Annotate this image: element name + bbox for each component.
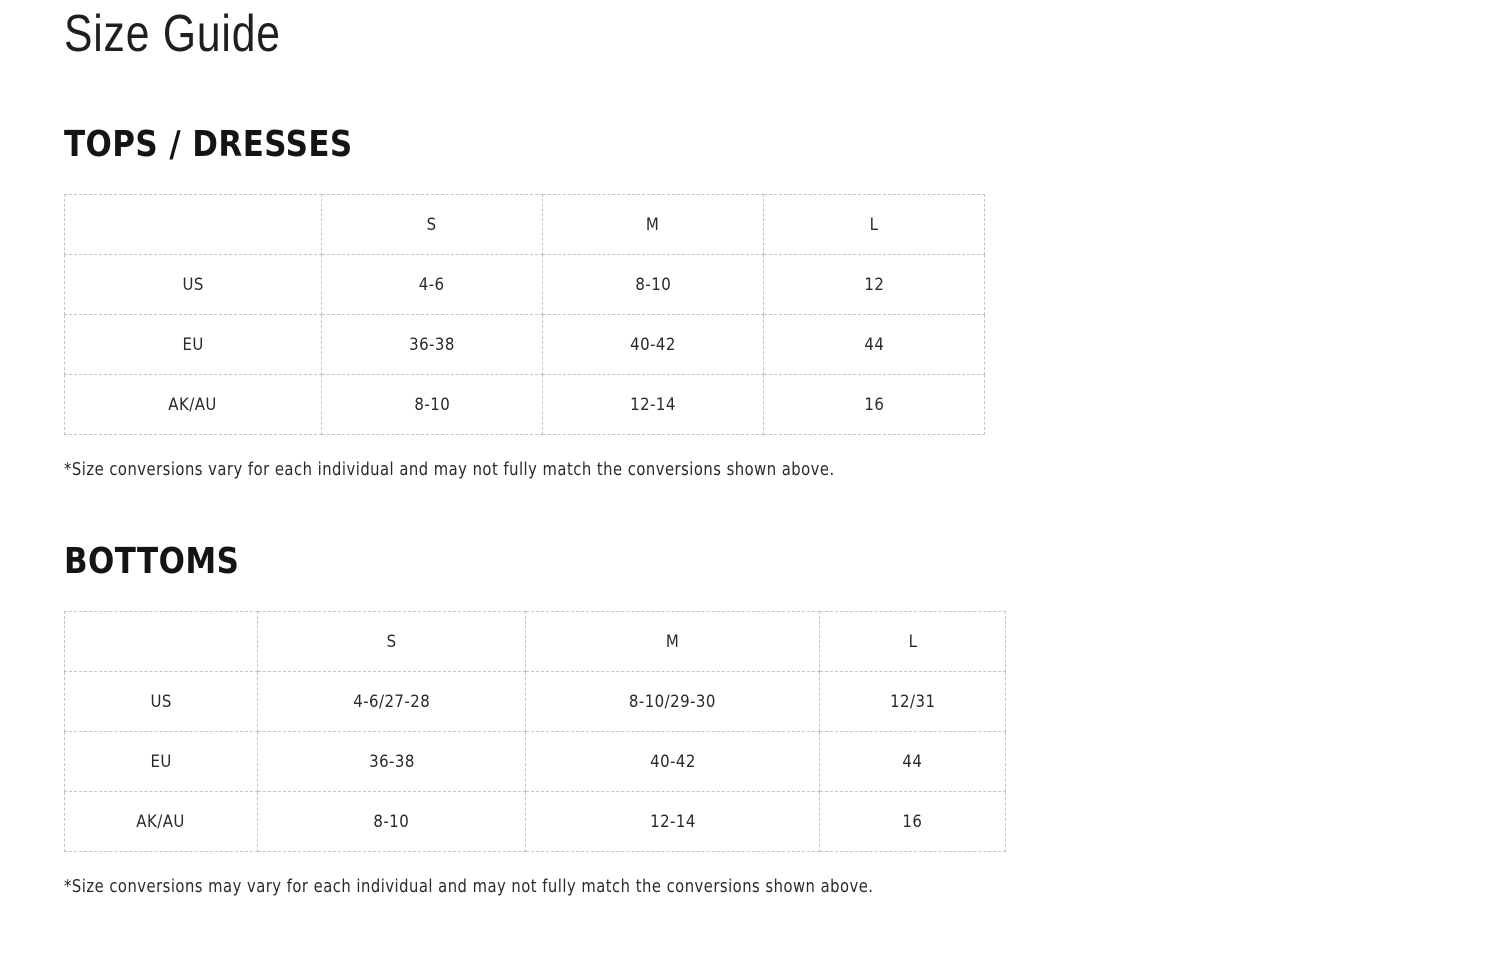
table-header-cell <box>65 612 258 672</box>
region-label-cell: AK/AU <box>65 375 322 435</box>
bottoms-size-note: *Size conversions may vary for each individual and may not fully match the conversions shown above. <box>64 876 874 897</box>
region-label-cell: AK/AU <box>65 792 258 852</box>
table-cell: 44 <box>820 732 1006 792</box>
bottoms-size-table <box>64 611 1006 852</box>
table-header-row <box>65 195 985 255</box>
bottoms-heading: BOTTOMS <box>64 541 240 582</box>
table-cell: 40-42 <box>543 315 764 375</box>
region-label-cell: US <box>65 255 322 315</box>
table-row <box>65 792 1006 852</box>
table-cell: 4-6 <box>322 255 543 315</box>
table-cell: 12 <box>764 255 985 315</box>
table-cell: 8-10 <box>543 255 764 315</box>
tops-size-note: *Size conversions vary for each individual and may not fully match the conversions shown above. <box>64 459 835 480</box>
table-header-cell: M <box>543 195 764 255</box>
table-header-cell: L <box>820 612 1006 672</box>
table-cell: 12/31 <box>820 672 1006 732</box>
table-header-row <box>65 612 1006 672</box>
table-cell: 8-10 <box>258 792 526 852</box>
table-row <box>65 255 985 315</box>
table-cell: 40-42 <box>526 732 820 792</box>
table-row <box>65 315 985 375</box>
table-row <box>65 732 1006 792</box>
table-cell: 12-14 <box>526 792 820 852</box>
region-label-cell: EU <box>65 732 258 792</box>
table-row <box>65 375 985 435</box>
tops-size-table <box>64 194 985 435</box>
page-title: Size Guide <box>64 5 281 63</box>
table-header-cell: S <box>258 612 526 672</box>
table-header-cell <box>65 195 322 255</box>
table-cell: 8-10/29-30 <box>526 672 820 732</box>
table-cell: 4-6/27-28 <box>258 672 526 732</box>
table-cell: 12-14 <box>543 375 764 435</box>
table-cell: 16 <box>820 792 1006 852</box>
tops-dresses-heading: TOPS / DRESSES <box>64 124 353 165</box>
table-cell: 8-10 <box>322 375 543 435</box>
table-cell: 44 <box>764 315 985 375</box>
table-header-cell: L <box>764 195 985 255</box>
table-cell: 16 <box>764 375 985 435</box>
table-header-cell: M <box>526 612 820 672</box>
table-header-cell: S <box>322 195 543 255</box>
table-cell: 36-38 <box>258 732 526 792</box>
region-label-cell: EU <box>65 315 322 375</box>
region-label-cell: US <box>65 672 258 732</box>
table-cell: 36-38 <box>322 315 543 375</box>
table-row <box>65 672 1006 732</box>
